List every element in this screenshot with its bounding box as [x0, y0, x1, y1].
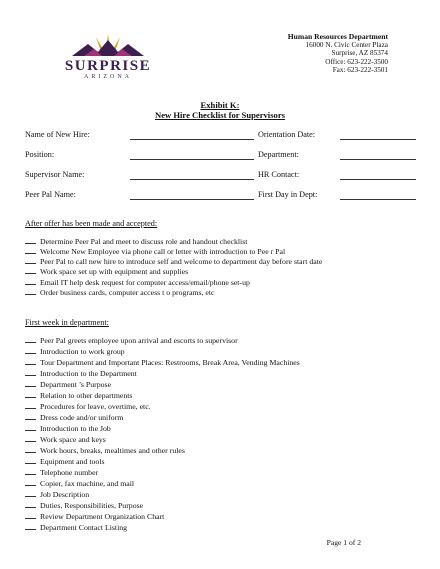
checklist-item[interactable]: Work space set up with equipment and supplies [25, 267, 188, 276]
checkbox-blank[interactable] [25, 391, 36, 398]
orientation-date-field[interactable] [340, 139, 416, 140]
checkbox-blank[interactable] [25, 490, 36, 497]
checklist-item[interactable]: Determine Peer Pal and meet to discuss role and handout checklist [25, 237, 247, 246]
section-first-week-heading: First week in department: [25, 318, 109, 327]
name-of-new-hire-label: Name of New Hire: [25, 130, 90, 139]
checklist-item[interactable]: Department Contact Listing [25, 523, 127, 532]
checklist-item[interactable]: Welcome New Employee via phone call or letter with introduction to Pee r Pal [25, 247, 285, 256]
address-fax: Fax: 623-222-3501 [332, 65, 388, 74]
position-label: Position: [25, 150, 55, 159]
page-number: Page 1 of 2 [326, 538, 361, 547]
checkbox-blank[interactable] [25, 402, 36, 409]
checkbox-blank[interactable] [25, 479, 36, 486]
checkbox-blank[interactable] [25, 358, 36, 365]
checkbox-blank[interactable] [25, 247, 36, 254]
checkbox-blank[interactable] [25, 288, 36, 295]
checklist-item[interactable]: Peer Pal to call new hire to introduce self and welcome to department day before start date [25, 257, 322, 266]
department-label: Department: [258, 150, 299, 159]
checklist-item[interactable]: Introduction to work group [25, 347, 125, 356]
checklist-item[interactable]: Procedures for leave, overtime, etc. [25, 402, 151, 411]
checkbox-blank[interactable] [25, 435, 36, 442]
checkbox-blank[interactable] [25, 369, 36, 376]
first-day-in-dept-label: First Day in Dept: [258, 190, 318, 199]
checklist-item[interactable]: Introduction to the Department [25, 369, 137, 378]
first-day-in-dept-field[interactable] [340, 199, 416, 200]
checkbox-blank[interactable] [25, 336, 36, 343]
address-street: 16000 N. Civic Center Plaza [305, 41, 388, 50]
checklist-item[interactable]: Job Description [25, 490, 89, 499]
name-of-new-hire-field[interactable] [130, 139, 254, 140]
checklist-item[interactable]: Review Department Organization Chart [25, 512, 164, 521]
hr-contact-field[interactable] [340, 179, 416, 180]
peer-pal-name-field[interactable] [130, 199, 254, 200]
checklist-item[interactable]: Duties, Responsibilities, Purpose [25, 501, 143, 510]
logo-subtitle: ARIZONA [84, 74, 132, 80]
checkbox-blank[interactable] [25, 237, 36, 244]
checkbox-blank[interactable] [25, 457, 36, 464]
checklist-item[interactable]: Dress code and/or uniform [25, 413, 123, 422]
orientation-date-label: Orientation Date: [258, 130, 316, 139]
checklist-item[interactable]: Introduction to the Job [25, 424, 111, 433]
checkbox-blank[interactable] [25, 380, 36, 387]
supervisor-name-field[interactable] [130, 179, 254, 180]
logo-wordmark: SURPRISE [64, 58, 152, 74]
checklist-item[interactable]: Relation to other departments [25, 391, 132, 400]
checklist-item[interactable]: Peer Pal greets employee upon arrival and escorts to supervisor [25, 336, 238, 345]
checkbox-blank[interactable] [25, 523, 36, 530]
checkbox-blank[interactable] [25, 446, 36, 453]
checkbox-blank[interactable] [25, 501, 36, 508]
checklist-item[interactable]: Tour Department and Important Places: Restrooms, Break Area, Vending Machines [25, 358, 300, 367]
checkbox-blank[interactable] [25, 413, 36, 420]
address-block [288, 33, 388, 74]
checkbox-blank[interactable] [25, 267, 36, 274]
checklist-item[interactable]: Work space and keys [25, 435, 106, 444]
checkbox-blank[interactable] [25, 347, 36, 354]
checkbox-blank[interactable] [25, 512, 36, 519]
exhibit-label: Exhibit K: [200, 100, 240, 110]
address-department: Human Resources Department [287, 32, 388, 41]
address-city: Surprise, AZ 85374 [331, 49, 388, 58]
department-field[interactable] [340, 159, 416, 160]
checklist-item[interactable]: Telephone number [25, 468, 98, 477]
hr-contact-label: HR Contact: [258, 170, 300, 179]
checklist-item[interactable]: Department ’s Purpose [25, 380, 111, 389]
checklist-item[interactable]: Copier, fax machine, and mail [25, 479, 134, 488]
supervisor-name-label: Supervisor Name: [25, 170, 85, 179]
checkbox-blank[interactable] [25, 278, 36, 285]
checklist-item[interactable]: Email IT help desk request for computer access/email/phone set-up [25, 278, 250, 287]
checklist-item[interactable]: Work hours, breaks, mealtimes and other rules [25, 446, 185, 455]
address-office-phone: Office: 623-222-3500 [325, 57, 388, 66]
peer-pal-name-label: Peer Pal Name: [25, 190, 76, 199]
checkbox-blank[interactable] [25, 424, 36, 431]
section-after-offer-heading: After offer has been made and accepted: [25, 219, 158, 228]
page-title: New Hire Checklist for Supervisors [154, 110, 285, 120]
checkbox-blank[interactable] [25, 257, 36, 264]
checklist-item[interactable]: Equipment and tools [25, 457, 105, 466]
checklist-item[interactable]: Order business cards, computer access t o programs, etc [25, 288, 215, 297]
checkbox-blank[interactable] [25, 468, 36, 475]
position-field[interactable] [130, 159, 254, 160]
